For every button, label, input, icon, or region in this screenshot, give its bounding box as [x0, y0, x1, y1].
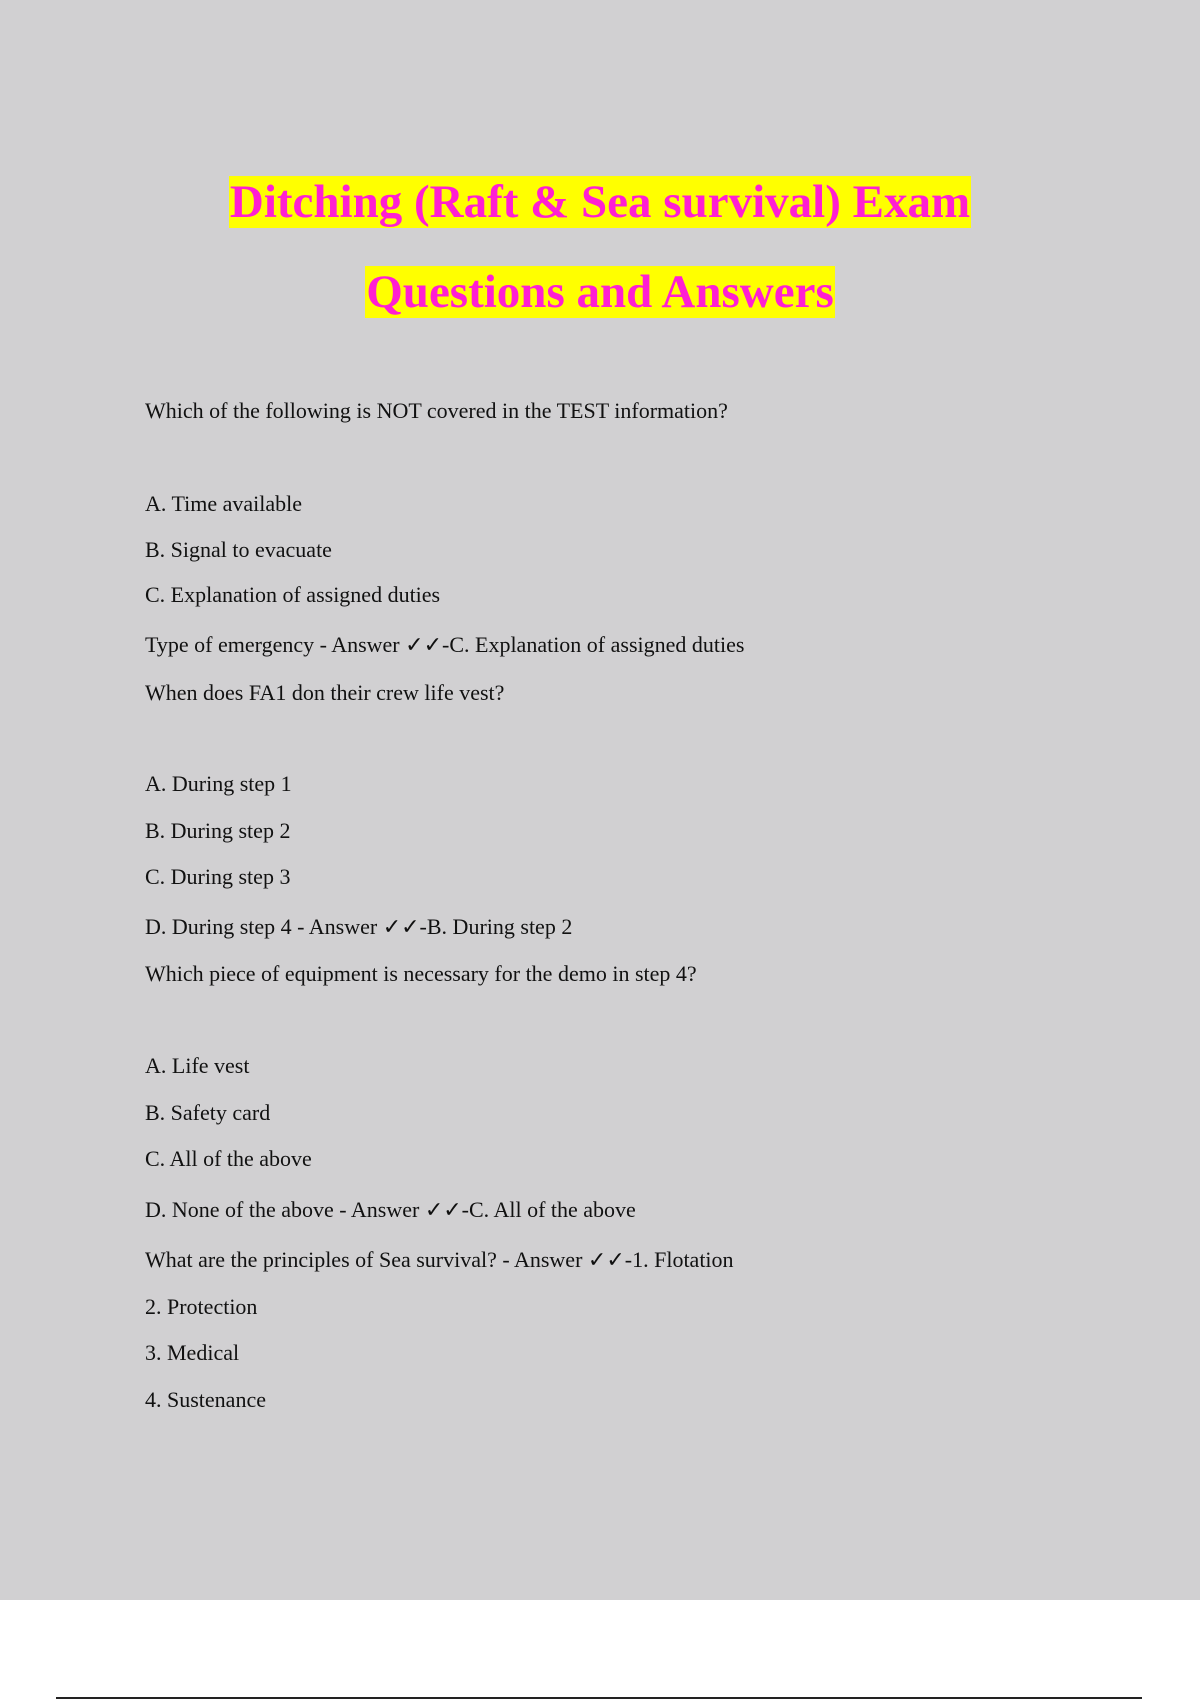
- question-3: Which piece of equipment is necessary for the demo in step 4?: [145, 961, 697, 986]
- question-1: Which of the following is NOT covered in the TEST information?: [145, 398, 728, 423]
- option-line: C. Explanation of assigned duties: [145, 582, 441, 607]
- option-line: B. Safety card: [145, 1100, 271, 1125]
- answer-line: D. None of the above - Answer ✓✓-C. All of the above: [145, 1197, 636, 1222]
- list-item: 4. Sustenance: [145, 1387, 266, 1412]
- question-4: What are the principles of Sea survival? - Answer ✓✓-1. Flotation: [145, 1247, 734, 1272]
- document-title-line-2: [0, 263, 1200, 321]
- list-item: 3. Medical: [145, 1340, 240, 1365]
- title-text-2: Questions and Answers: [366, 266, 834, 318]
- option-line: A. During step 1: [145, 771, 292, 796]
- document-title-line-1: [0, 173, 1200, 231]
- list-item: 2. Protection: [145, 1294, 258, 1319]
- title-text-1: Ditching (Raft & Sea survival) Exam: [229, 176, 971, 228]
- option-line: B. During step 2: [145, 818, 291, 843]
- option-line: A. Life vest: [145, 1053, 250, 1078]
- option-line: B. Signal to evacuate: [145, 537, 332, 562]
- question-2: When does FA1 don their crew life vest?: [145, 680, 505, 705]
- option-line: C. All of the above: [145, 1146, 312, 1171]
- bottom-divider: [56, 1697, 1142, 1699]
- answer-line: Type of emergency - Answer ✓✓-C. Explanation of assigned duties: [145, 632, 745, 657]
- option-line: C. During step 3: [145, 864, 291, 889]
- answer-line: D. During step 4 - Answer ✓✓-B. During step 2: [145, 914, 573, 939]
- option-line: A. Time available: [145, 491, 303, 516]
